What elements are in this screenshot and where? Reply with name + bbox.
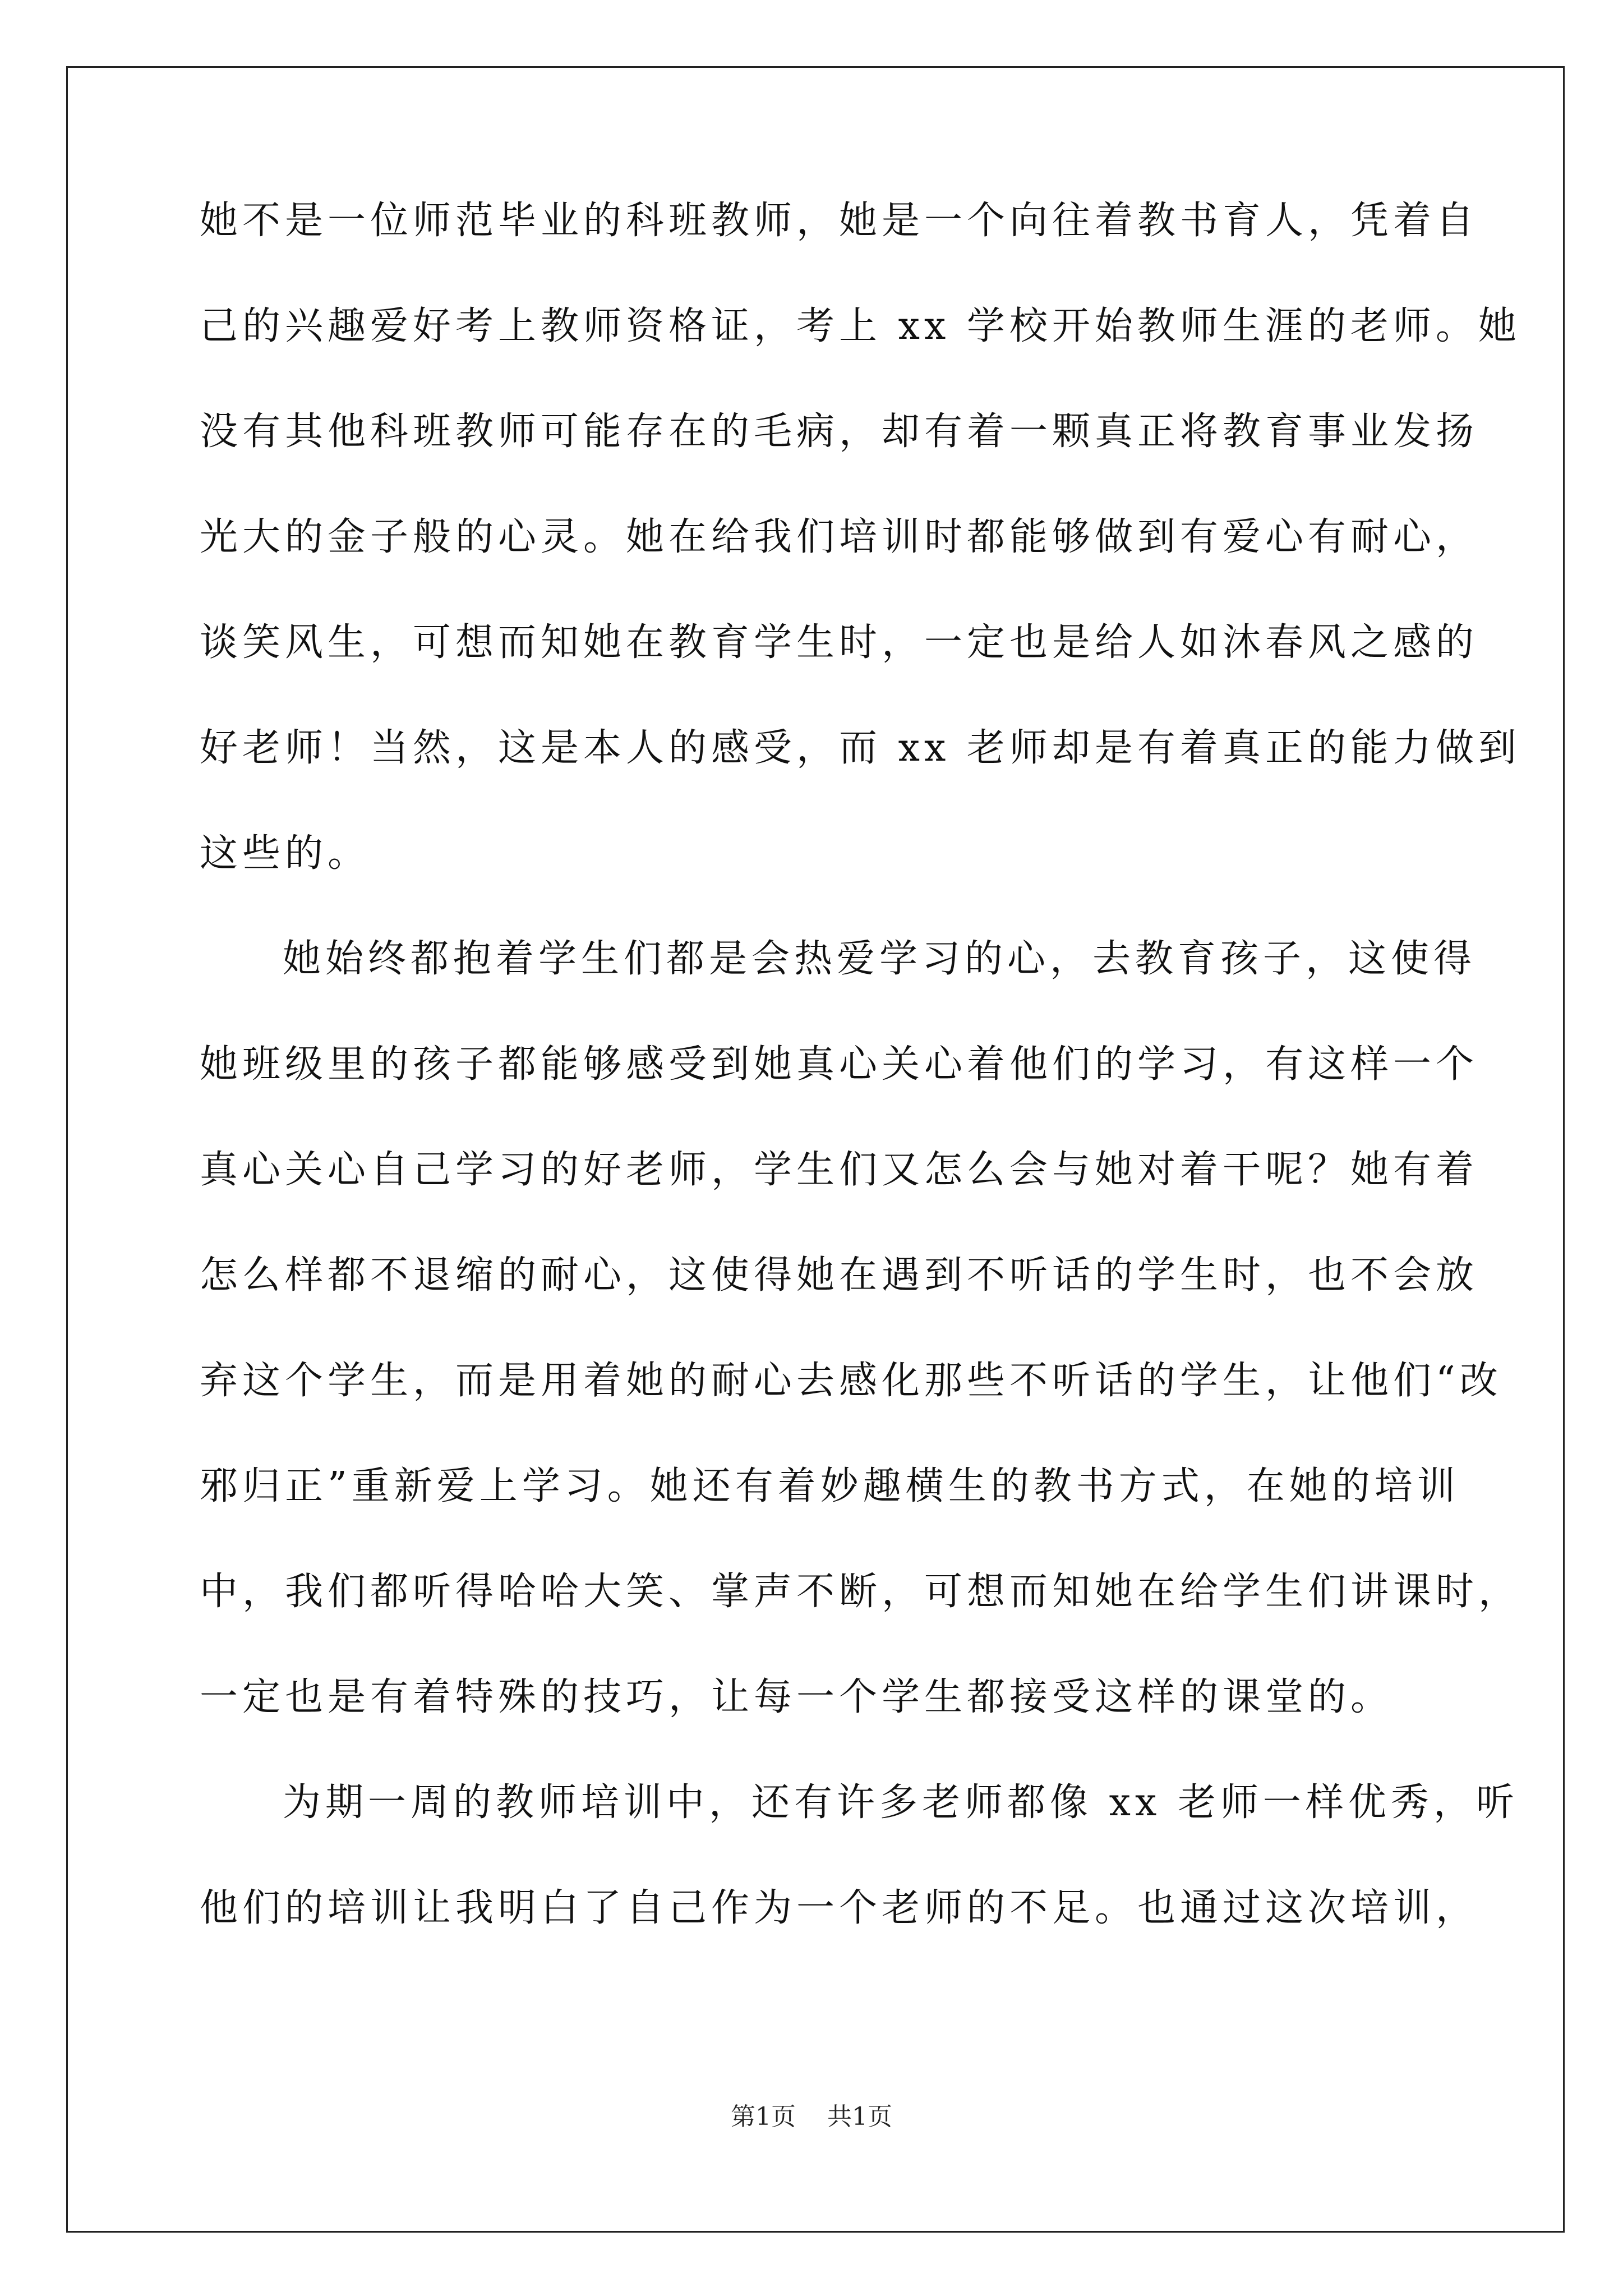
- text-line: 怎么样都不退缩的耐心，这使得她在遇到不听话的学生时，也不会放: [200, 1253, 1479, 1297]
- text-line: 中，我们都听得哈哈大笑、掌声不断，可想而知她在给学生们讲课时，: [200, 1570, 1521, 1614]
- page-total: 共1页: [827, 2102, 892, 2131]
- text-line: 邪归正”重新爱上学习。她还有着妙趣横生的教书方式，在她的培训: [200, 1464, 1460, 1508]
- text-line: 他们的培训让我明白了自己作为一个老师的不足。也通过这次培训，: [200, 1886, 1479, 1930]
- text-line: 谈笑风生，可想而知她在教育学生时，一定也是给人如沐春风之感的: [200, 620, 1479, 665]
- text-line: 没有其他科班教师可能存在的毛病，却有着一颗真正将教育事业发扬: [200, 409, 1479, 454]
- paragraph-first-line: 她始终都抱着学生们都是会热爱学习的心，去教育孩子，这使得: [283, 937, 1477, 981]
- text-line: 弃这个学生，而是用着她的耐心去感化那些不听话的学生，让他们“改: [200, 1359, 1502, 1403]
- text-line: 己的兴趣爱好考上教师资格证，考上 xx 学校开始教师生涯的老师。她: [200, 304, 1521, 348]
- document-body: [200, 199, 1521, 1995]
- text-line: 真心关心自己学习的好老师，学生们又怎么会与她对着干呢？她有着: [200, 1148, 1479, 1192]
- text-line: 光大的金子般的心灵。她在给我们培训时都能够做到有爱心有耐心，: [200, 515, 1479, 559]
- page-footer: [0, 2102, 1623, 2131]
- paragraph-first-line: 为期一周的教师培训中，还有许多老师都像 xx 老师一样优秀，听: [283, 1780, 1519, 1825]
- text-line: 她不是一位师范毕业的科班教师，她是一个向往着教书育人，凭着自: [200, 199, 1479, 243]
- text-line: 好老师！当然，这是本人的感受，而 xx 老师却是有着真正的能力做到: [200, 726, 1521, 770]
- text-line: 这些的。: [200, 831, 371, 876]
- text-line: 她班级里的孩子都能够感受到她真心关心着他们的学习，有这样一个: [200, 1042, 1479, 1087]
- page-number: 第1页: [731, 2102, 796, 2131]
- text-line: 一定也是有着特殊的技巧，让每一个学生都接受这样的课堂的。: [200, 1675, 1394, 1719]
